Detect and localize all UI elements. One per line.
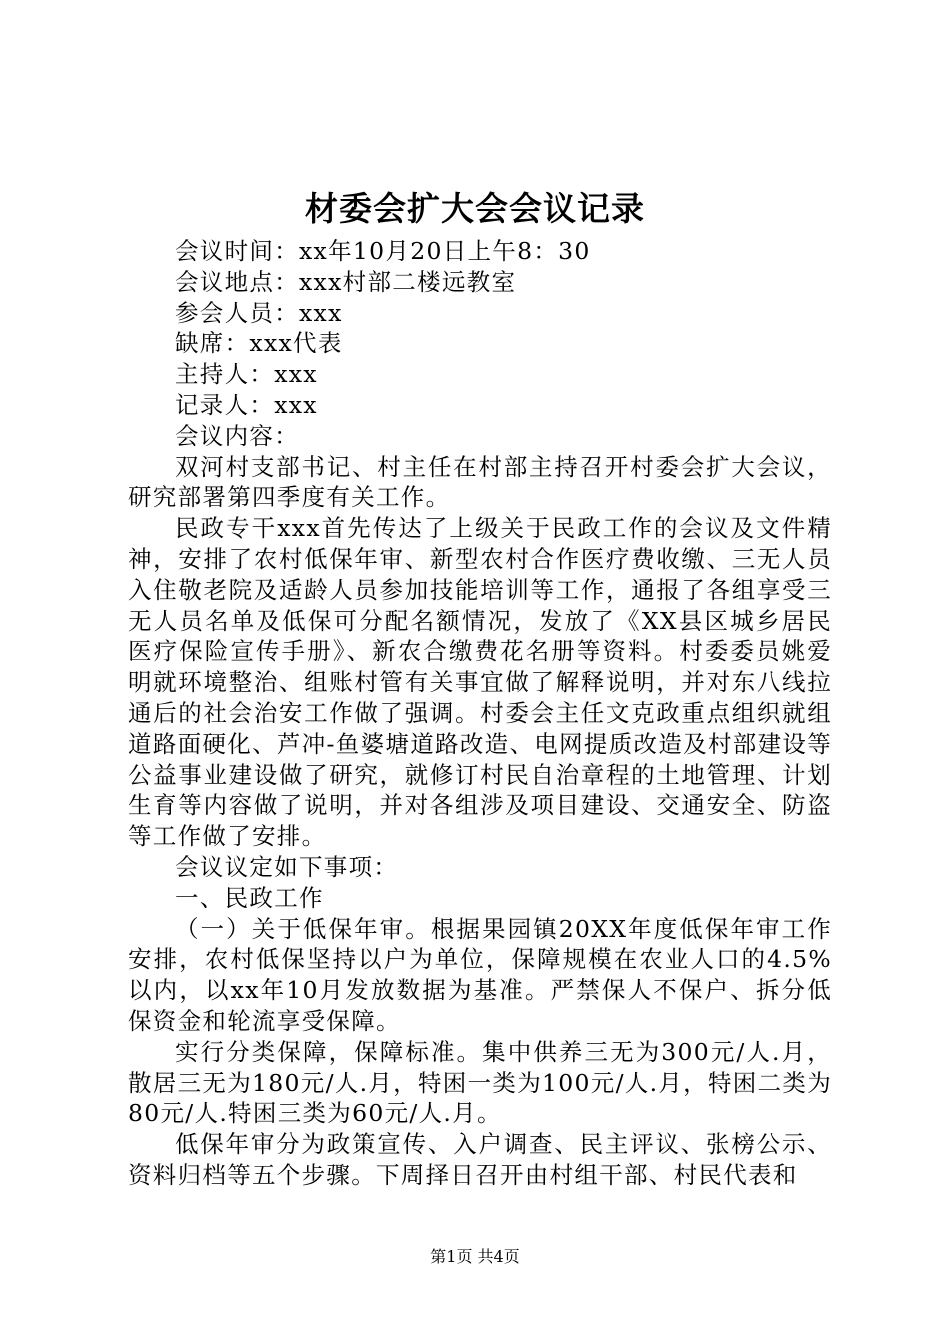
page-number: 第1页 共4页 [430, 1247, 520, 1266]
meeting-content-label: 会议内容： [175, 421, 299, 450]
decisions-heading: 会议议定如下事项： [175, 852, 399, 881]
document-body [128, 236, 832, 1191]
host: 主持人：xxx [175, 360, 318, 389]
meeting-time: 会议时间：xx年10月20日上午8：30 [175, 237, 591, 265]
document-title: 材委会扩大会会议记录 [305, 189, 645, 228]
body-paragraph: （一）关于低保年审。根据果园镇20XX年度低保年审工作安排，农村低保坚持以户为单位，保障规模在农业人口的4.5%以内，以xx年10月发放数据为基准。严禁保人不保户、拆分低保资金和轮流享受保障。 [128, 914, 832, 1035]
meeting-location: 会议地点：xxx村部二楼远教室 [175, 267, 517, 296]
absentees: 缺席：xxx代表 [175, 329, 343, 358]
body-paragraph: 民政专干xxx首先传达了上级关于民政工作的会议及文件精神，安排了农村低保年审、新型农村合作医疗费收缴、三无人员入住敬老院及适龄人员参加技能培训等工作，通报了各组享受三无人员名单及低保可分配名额情况，发放了《XX县区城乡居民医疗保险宣传手册》、新农合缴费花名册等资料。村委委员姚爱明就环境整治、组账村管有关事宜做了解释说明，并对东八线拉通后的社会治安工作做了强调。村委会主任文克政重点组织就组道路面硬化、芦冲-鱼婆塘道路改造、电网提质改造及村部建设等公益事业建设做了研究，就修订村民自治章程的土地管理、计划生育等内容做了说明，并对各组涉及项目建设、交通安全、防盗等工作做了安排。 [128, 514, 832, 851]
recorder: 记录人：xxx [175, 390, 318, 419]
section-heading: 一、民政工作 [175, 883, 324, 912]
attendees: 参会人员：xxx [175, 298, 343, 327]
body-paragraph: 双河村支部书记、村主任在村部主持召开村委会扩大会议，研究部署第四季度有关工作。 [128, 452, 832, 512]
body-paragraph: 低保年审分为政策宣传、入户调查、民主评议、张榜公示、资料归档等五个步骤。下周择日召开由村组干部、村民代表和 [128, 1130, 832, 1189]
body-paragraph: 实行分类保障，保障标准。集中供养三无为300元/人.月，散居三无为180元/人.月，特困一类为100元/人.月，特困二类为80元/人.特困三类为60元/人.月。 [128, 1037, 833, 1128]
